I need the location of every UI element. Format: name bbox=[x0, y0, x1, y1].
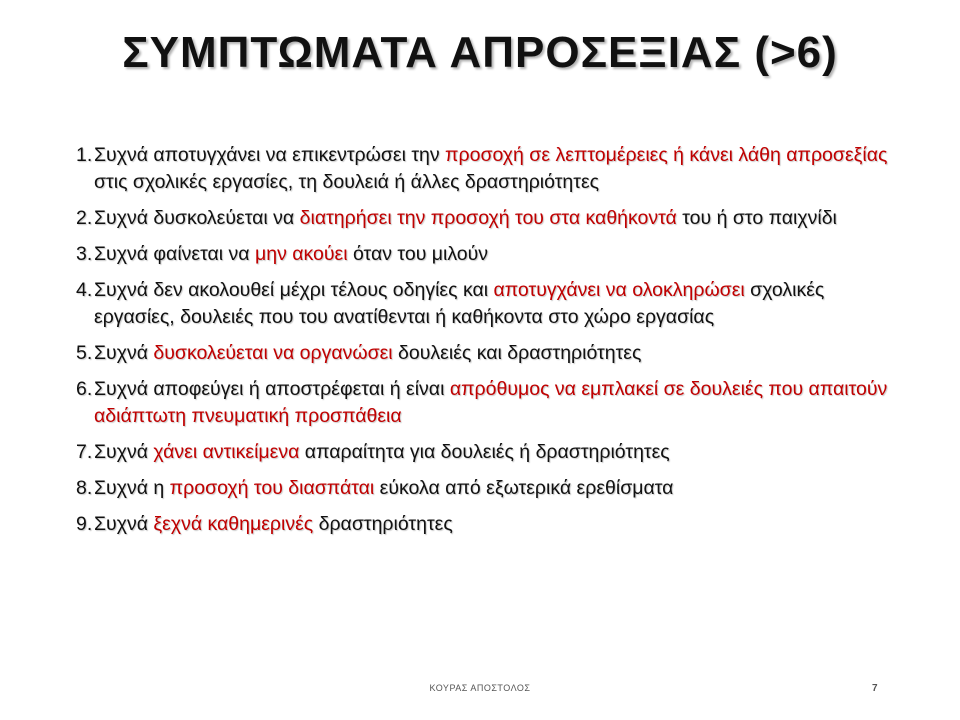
symptom-list bbox=[76, 142, 896, 547]
slide-title: ΣΥΜΠΤΩΜΑΤΑ ΑΠΡΟΣΕΞΙΑΣ (>6) bbox=[122, 28, 838, 77]
item-highlight: αποτυγχάνει να ολοκληρώσει bbox=[493, 279, 745, 301]
item-highlight: μην ακούει bbox=[254, 243, 348, 265]
item-text: Συχνά δεν ακολουθεί μέχρι τέλους οδηγίες και bbox=[94, 279, 494, 301]
item-text: απαραίτητα για δουλειές ή δραστηριότητες bbox=[299, 441, 670, 463]
item-number: 4. bbox=[76, 279, 93, 301]
item-text: δραστηριότητες bbox=[313, 513, 453, 535]
footer-author: ΚΟΥΡΑΣ ΑΠΟΣΤΟΛΟΣ bbox=[429, 683, 531, 693]
symptom-item bbox=[76, 205, 896, 232]
item-text: στις σχολικές εργασίες, τη δουλειά ή άλλες δραστηριότητες bbox=[94, 171, 600, 193]
item-number: 8. bbox=[76, 477, 93, 499]
item-number: 5. bbox=[76, 342, 93, 364]
item-number: 9. bbox=[76, 513, 93, 535]
item-text: Συχνά bbox=[94, 342, 154, 364]
item-text: δουλειές και δραστηριότητες bbox=[392, 342, 642, 364]
item-text: Συχνά δυσκολεύεται να bbox=[94, 207, 300, 229]
symptom-item bbox=[76, 142, 896, 196]
symptom-item bbox=[76, 475, 896, 502]
item-text: εύκολα από εξωτερικά ερεθίσματα bbox=[374, 477, 674, 499]
symptom-item bbox=[76, 241, 896, 268]
item-number: 1. bbox=[76, 144, 93, 166]
item-highlight: διατηρήσει την προσοχή του στα καθήκοντά bbox=[299, 207, 677, 229]
item-number: 6. bbox=[76, 378, 93, 400]
item-highlight: απρόθυμος να εμπλακεί σε δουλειές που απαιτούν αδιάπτωτη πνευματική προσπάθεια bbox=[94, 378, 888, 427]
item-text: σχολικές εργασίες, δουλειές που του ανατίθενται ή καθήκοντα στο χώρο εργασίας bbox=[94, 279, 825, 328]
item-highlight: ξεχνά καθημερινές bbox=[153, 513, 314, 535]
item-text: Συχνά η bbox=[94, 477, 170, 499]
item-highlight: προσοχή του διασπάται bbox=[169, 477, 375, 499]
item-highlight: δυσκολεύεται να οργανώσει bbox=[153, 342, 393, 364]
symptom-item bbox=[76, 439, 896, 466]
item-number: 3. bbox=[76, 243, 93, 265]
item-number: 2. bbox=[76, 207, 93, 229]
item-text: Συχνά φαίνεται να bbox=[94, 243, 255, 265]
item-highlight: χάνει αντικείμενα bbox=[153, 441, 300, 463]
symptom-item bbox=[76, 340, 896, 367]
item-text: όταν του μιλούν bbox=[347, 243, 489, 265]
page-number: 7 bbox=[872, 683, 878, 694]
item-text: Συχνά bbox=[94, 513, 154, 535]
symptom-item bbox=[76, 376, 896, 430]
item-text: Συχνά bbox=[94, 441, 154, 463]
item-number: 7. bbox=[76, 441, 93, 463]
item-text: Συχνά αποτυγχάνει να επικεντρώσει την bbox=[94, 144, 446, 166]
item-highlight: προσοχή σε λεπτομέρειες ή κάνει λάθη απροσεξίας bbox=[445, 144, 888, 166]
symptom-item bbox=[76, 277, 896, 331]
item-text: Συχνά αποφεύγει ή αποστρέφεται ή είναι bbox=[94, 378, 450, 400]
item-text: του ή στο παιχνίδι bbox=[676, 207, 837, 229]
symptom-item bbox=[76, 511, 896, 538]
